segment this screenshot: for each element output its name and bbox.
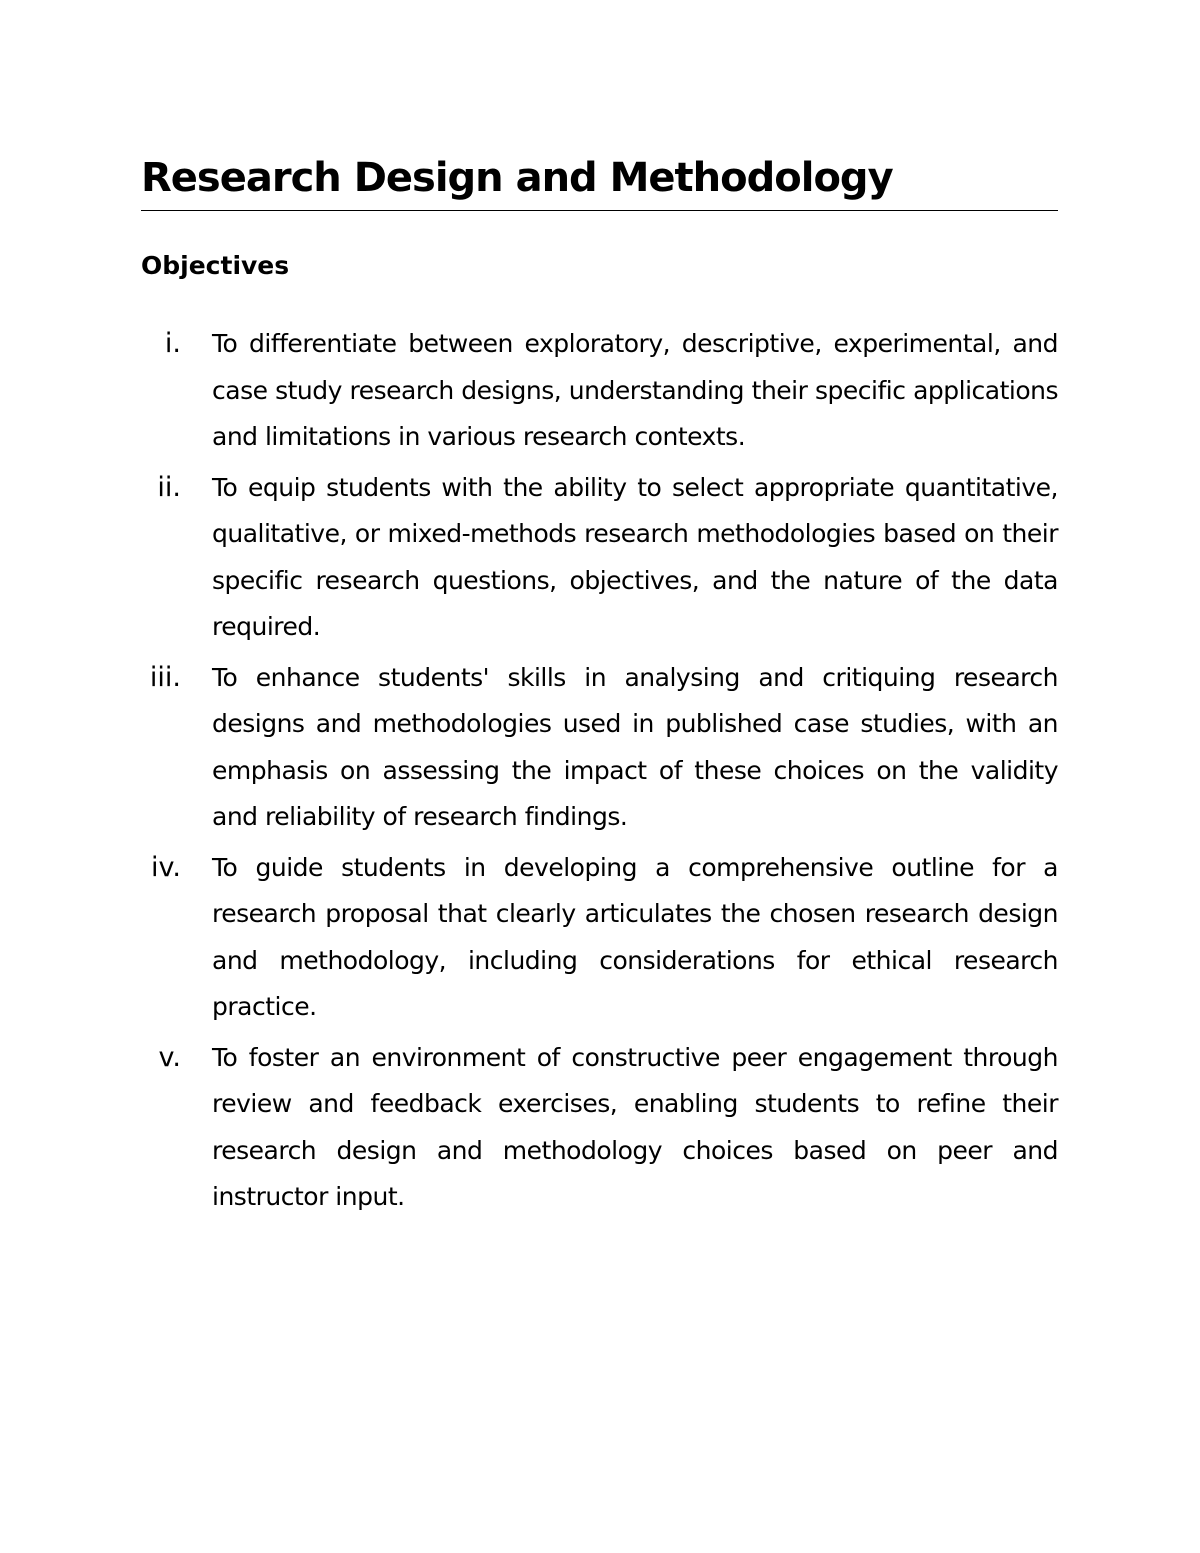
list-marker: ii.	[157, 471, 181, 503]
list-item	[141, 1035, 1058, 1221]
list-item-text: To foster an environment of constructive peer engagement through review and feedback exercises, enabling students to refine their research design and methodology choices based on peer and instructor input.	[212, 1042, 1058, 1211]
list-marker: i.	[164, 328, 181, 359]
list-marker: iii.	[149, 661, 181, 693]
list-item-text: To guide students in developing a comprehensive outline for a research proposal that clearly articulates the chosen research design and methodology, including considerations for ethical research practice.	[212, 852, 1058, 1021]
list-item	[141, 845, 1058, 1031]
list-item-text: To differentiate between exploratory, descriptive, experimental, and case study research designs, understanding their specific applications and limitations in various research contexts.	[212, 329, 1058, 451]
list-item	[141, 465, 1058, 651]
list-marker: v.	[158, 1041, 181, 1073]
list-marker: iv.	[151, 851, 181, 883]
list-item-text: To equip students with the ability to select appropriate quantitative, qualitative, or mixed-methods research methodologies based on their specific research questions, objectives, and the nature of the data required.	[212, 472, 1058, 641]
document-title: Research Design and Methodology	[141, 150, 1058, 211]
objectives-list	[141, 321, 1058, 1221]
document-page	[141, 150, 1058, 1225]
list-item-text: To enhance students' skills in analysing and critiquing research designs and methodologies used in published case studies, with an emphasis on assessing the impact of these choices on the validity and reliability of research findings.	[212, 662, 1058, 831]
section-heading-objectives: Objectives	[141, 251, 290, 280]
list-item	[141, 321, 1058, 461]
list-item	[141, 655, 1058, 841]
